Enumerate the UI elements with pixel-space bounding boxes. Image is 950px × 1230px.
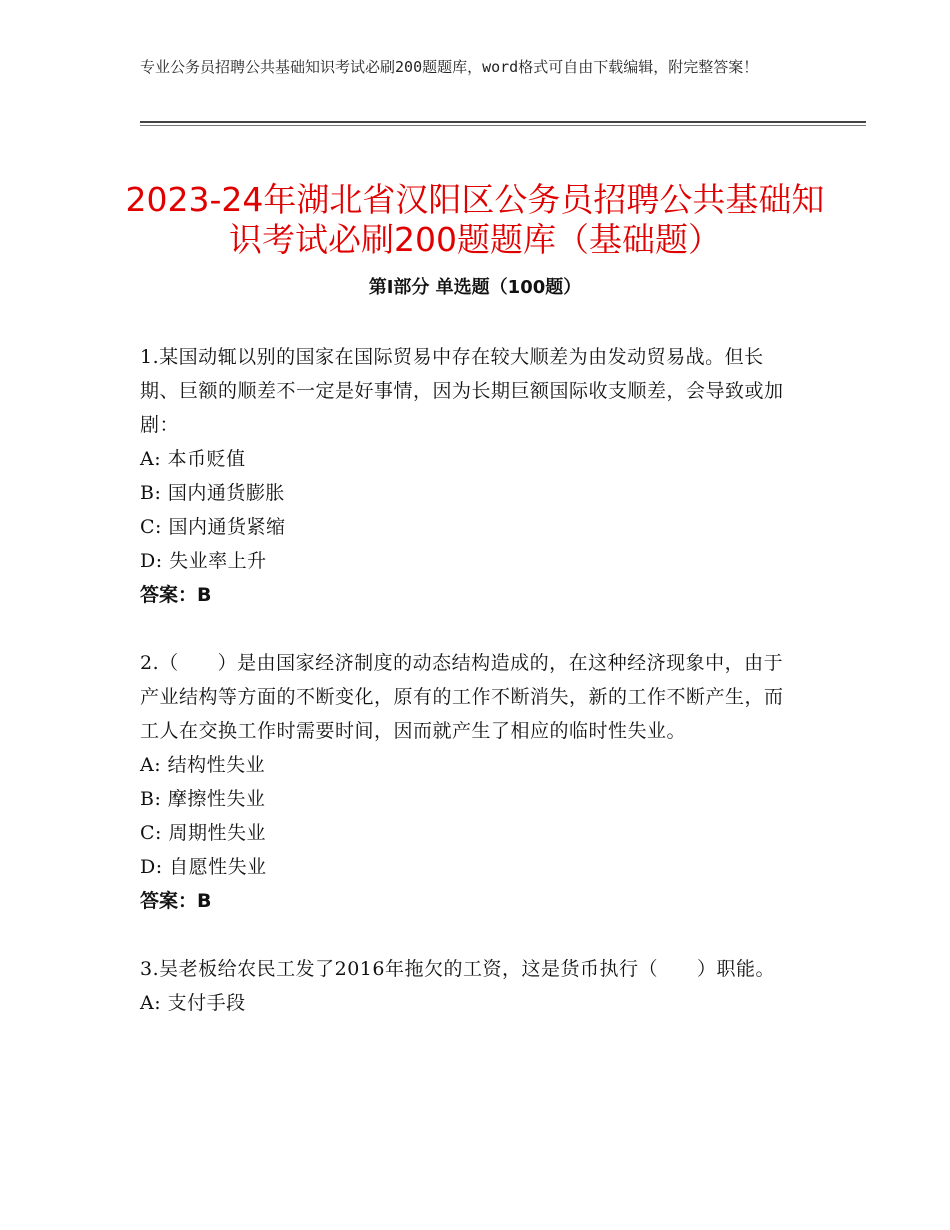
question-spacer bbox=[140, 612, 800, 646]
option-d: D: 失业率上升 bbox=[140, 550, 267, 572]
header-note: 专业公务员招聘公共基础知识考试必刷200题题库，word格式可自由下载编辑，附完整答案！ bbox=[140, 58, 759, 76]
option-c: C: 国内通货紧缩 bbox=[140, 516, 286, 538]
option-a: A: 支付手段 bbox=[140, 992, 246, 1014]
question-stem: 2.（ ）是由国家经济制度的动态结构造成的，在这种经济现象中，由于产业结构等方面的不断变化，原有的工作不断消失，新的工作不断产生，而工人在交换工作时需要时间，因而就产生了相应的临时性失业。 bbox=[140, 652, 784, 742]
question-2 bbox=[140, 646, 800, 918]
question-stem: 1.某国动辄以别的国家在国际贸易中存在较大顺差为由发动贸易战。但长期、巨额的顺差不一定是好事情，因为长期巨额国际收支顺差，会导致或加剧： bbox=[140, 346, 784, 436]
option-d: D: 自愿性失业 bbox=[140, 856, 267, 878]
header-divider-thick bbox=[140, 121, 866, 123]
answer: 答案：B bbox=[140, 584, 212, 606]
option-a: A: 本币贬值 bbox=[140, 448, 246, 470]
option-b: B: 摩擦性失业 bbox=[140, 788, 266, 810]
question-1 bbox=[140, 340, 800, 612]
question-spacer bbox=[140, 918, 800, 952]
option-a: A: 结构性失业 bbox=[140, 754, 266, 776]
option-c: C: 周期性失业 bbox=[140, 822, 266, 844]
question-list bbox=[140, 340, 800, 1020]
answer: 答案：B bbox=[140, 890, 212, 912]
header-divider-thin bbox=[140, 125, 866, 126]
option-b: B: 国内通货膨胀 bbox=[140, 482, 285, 504]
document-title: 2023-24年湖北省汉阳区公务员招聘公共基础知识考试必刷200题题库（基础题） bbox=[125, 180, 825, 260]
question-3 bbox=[140, 952, 800, 1020]
question-stem: 3.吴老板给农民工发了2016年拖欠的工资，这是货币执行（ ）职能。 bbox=[140, 958, 775, 980]
section-title: 第Ⅰ部分 单选题（100题） bbox=[368, 277, 582, 298]
